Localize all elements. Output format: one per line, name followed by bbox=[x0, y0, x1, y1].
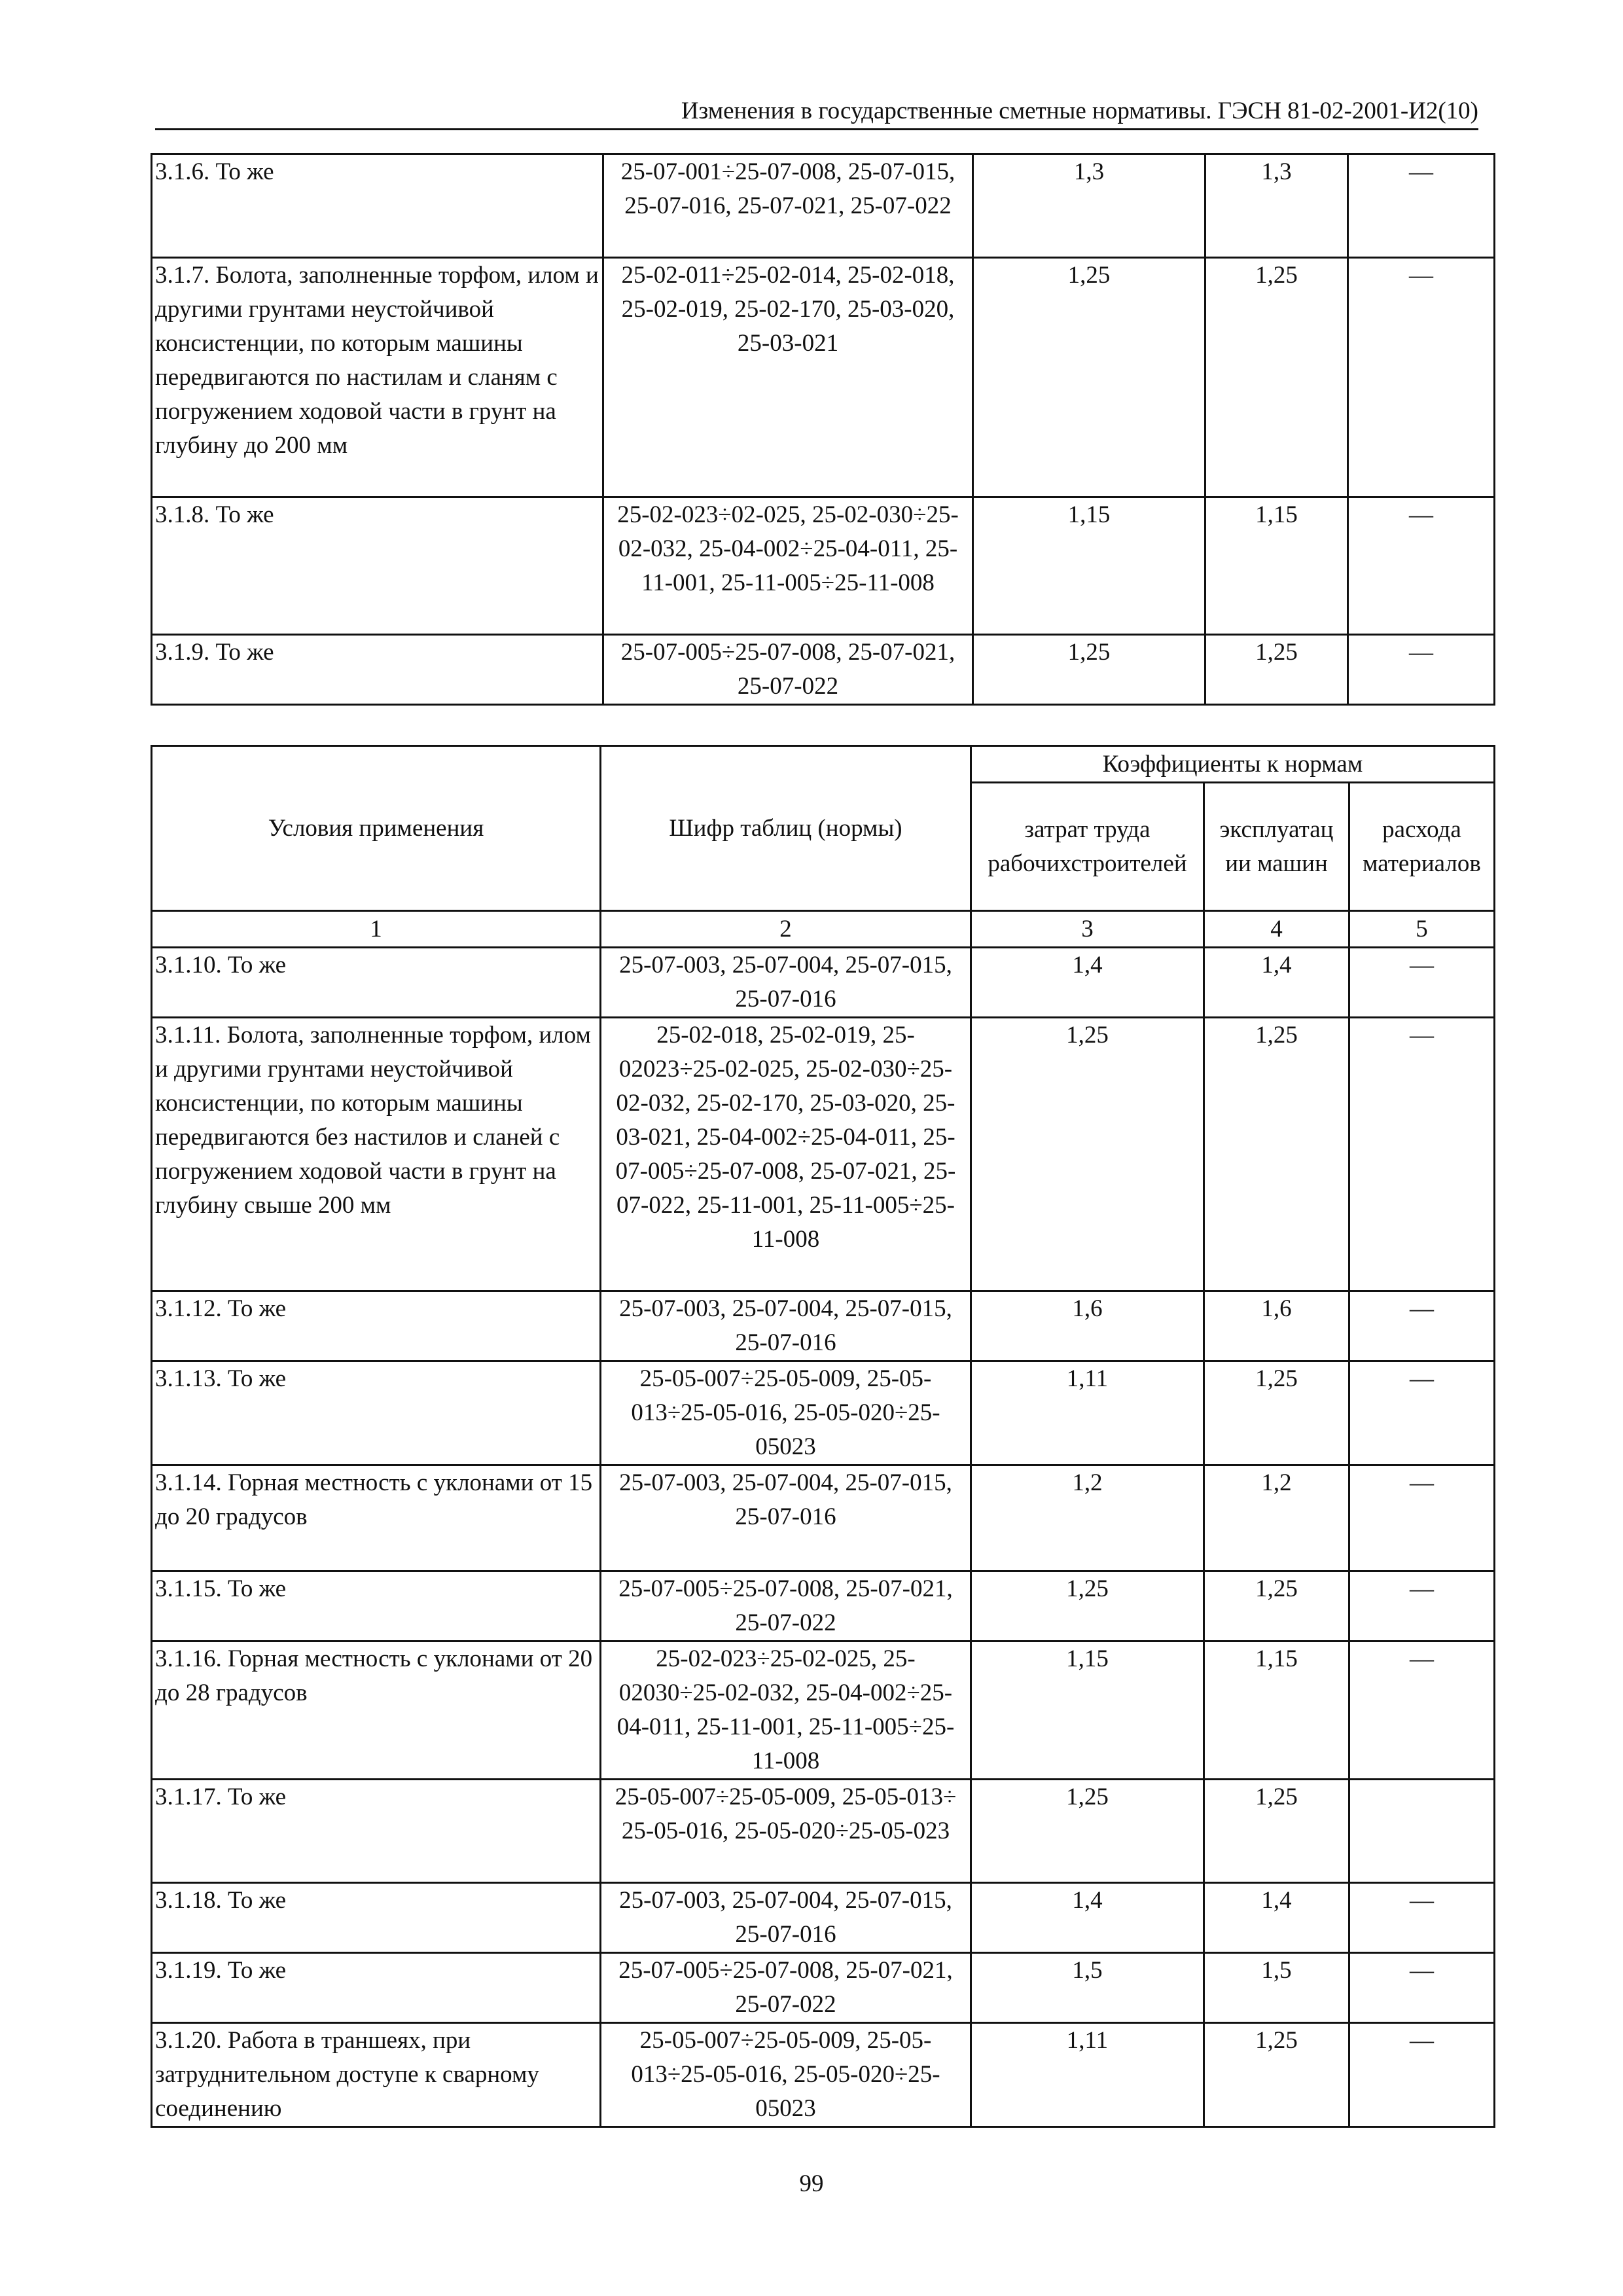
header-conditions: Условия применения bbox=[152, 746, 601, 911]
materials-coefficient-cell bbox=[1349, 1780, 1495, 1883]
header-labor: затрат труда рабочихстроителей bbox=[971, 783, 1204, 911]
machine-coefficient-cell: 1,25 bbox=[1204, 1780, 1349, 1883]
labor-coefficient-cell: 1,5 bbox=[971, 1953, 1204, 2023]
table-row bbox=[152, 1953, 1495, 2023]
materials-coefficient-cell: — bbox=[1349, 1571, 1495, 1641]
machine-coefficient-cell: 1,15 bbox=[1205, 497, 1348, 635]
machine-coefficient-cell: 1,6 bbox=[1204, 1291, 1349, 1361]
header-norm-codes: Шифр таблиц (нормы) bbox=[601, 746, 971, 911]
materials-coefficient-cell: — bbox=[1349, 1465, 1495, 1571]
condition-cell: 3.1.19. То же bbox=[152, 1953, 601, 2023]
column-number: 1 bbox=[152, 911, 601, 948]
table-row bbox=[152, 497, 1495, 635]
table-row bbox=[152, 2023, 1495, 2127]
condition-cell: 3.1.12. То же bbox=[152, 1291, 601, 1361]
materials-coefficient-cell: — bbox=[1349, 1953, 1495, 2023]
table-row bbox=[152, 948, 1495, 1018]
header-coefficients: Коэффициенты к нормам bbox=[971, 746, 1495, 783]
machine-coefficient-cell: 1,5 bbox=[1204, 1953, 1349, 2023]
machine-coefficient-cell: 1,4 bbox=[1204, 1883, 1349, 1953]
machine-coefficient-cell: 1,15 bbox=[1204, 1641, 1349, 1780]
materials-coefficient-cell: — bbox=[1349, 1361, 1495, 1465]
norm-code-cell: 25-07-005÷25-07-008, 25-07-021, 25-07-022 bbox=[601, 1571, 971, 1641]
machine-coefficient-cell: 1,4 bbox=[1204, 948, 1349, 1018]
labor-coefficient-cell: 1,15 bbox=[971, 1641, 1204, 1780]
condition-cell: 3.1.14. Горная местность с уклонами от 15 до 20 градусов bbox=[152, 1465, 601, 1571]
labor-coefficient-cell: 1,11 bbox=[971, 1361, 1204, 1465]
machine-coefficient-cell: 1,25 bbox=[1204, 2023, 1349, 2127]
machine-coefficient-cell: 1,3 bbox=[1205, 154, 1348, 258]
column-number: 2 bbox=[601, 911, 971, 948]
column-number: 5 bbox=[1349, 911, 1495, 948]
norm-code-cell: 25-02-011÷25-02-014, 25-02-018, 25-02-019, 25-02-170, 25-03-020, 25-03-021 bbox=[603, 258, 973, 497]
norm-code-cell: 25-05-007÷25-05-009, 25-05-013÷ 25-05-016, 25-05-020÷25-05-023 bbox=[601, 1780, 971, 1883]
condition-cell: 3.1.10. То же bbox=[152, 948, 601, 1018]
condition-cell: 3.1.17. То же bbox=[152, 1780, 601, 1883]
materials-coefficient-cell: — bbox=[1349, 1641, 1495, 1780]
condition-cell: 3.1.13. То же bbox=[152, 1361, 601, 1465]
materials-coefficient-cell: — bbox=[1349, 1291, 1495, 1361]
header-row bbox=[152, 746, 1495, 783]
table-row bbox=[152, 1465, 1495, 1571]
norm-code-cell: 25-02-023÷02-025, 25-02-030÷25-02-032, 25-04-002÷25-04-011, 25-11-001, 25-11-005÷25-11-008 bbox=[603, 497, 973, 635]
condition-cell: 3.1.15. То же bbox=[152, 1571, 601, 1641]
materials-coefficient-cell: — bbox=[1349, 1018, 1495, 1291]
column-number: 3 bbox=[971, 911, 1204, 948]
norm-code-cell: 25-07-003, 25-07-004, 25-07-015, 25-07-016 bbox=[601, 1291, 971, 1361]
norm-code-cell: 25-07-003, 25-07-004, 25-07-015, 25-07-016 bbox=[601, 1465, 971, 1571]
labor-coefficient-cell: 1,25 bbox=[973, 635, 1205, 705]
labor-coefficient-cell: 1,15 bbox=[973, 497, 1205, 635]
materials-coefficient-cell: — bbox=[1348, 497, 1495, 635]
header-materials: расхода материалов bbox=[1349, 783, 1495, 911]
table-row bbox=[152, 1641, 1495, 1780]
norm-code-cell: 25-02-023÷25-02-025, 25-02030÷25-02-032, 25-04-002÷25-04-011, 25-11-001, 25-11-005÷25-11-008 bbox=[601, 1641, 971, 1780]
table-row bbox=[152, 1361, 1495, 1465]
machine-coefficient-cell: 1,25 bbox=[1204, 1571, 1349, 1641]
norm-code-cell: 25-05-007÷25-05-009, 25-05-013÷25-05-016, 25-05-020÷25-05023 bbox=[601, 1361, 971, 1465]
materials-coefficient-cell: — bbox=[1348, 154, 1495, 258]
norm-code-cell: 25-05-007÷25-05-009, 25-05-013÷25-05-016, 25-05-020÷25-05023 bbox=[601, 2023, 971, 2127]
machine-coefficient-cell: 1,2 bbox=[1204, 1465, 1349, 1571]
condition-cell: 3.1.20. Работа в траншеях, при затруднительном доступе к сварному соединению bbox=[152, 2023, 601, 2127]
condition-cell: 3.1.16. Горная местность с уклонами от 20 до 28 градусов bbox=[152, 1641, 601, 1780]
labor-coefficient-cell: 1,25 bbox=[971, 1571, 1204, 1641]
labor-coefficient-cell: 1,25 bbox=[971, 1018, 1204, 1291]
labor-coefficient-cell: 1,4 bbox=[971, 1883, 1204, 1953]
condition-cell: 3.1.7. Болота, заполненные торфом, илом и другими грунтами неустойчивой консистенции, по которым машины передвигаются по настилам и сланям с погружением ходовой части в грунт на глубину до 200 мм bbox=[152, 258, 603, 497]
labor-coefficient-cell: 1,3 bbox=[973, 154, 1205, 258]
coefficients-table-continued bbox=[151, 153, 1495, 706]
machine-coefficient-cell: 1,25 bbox=[1205, 635, 1348, 705]
condition-cell: 3.1.18. То же bbox=[152, 1883, 601, 1953]
labor-coefficient-cell: 1,25 bbox=[973, 258, 1205, 497]
machine-coefficient-cell: 1,25 bbox=[1204, 1361, 1349, 1465]
materials-coefficient-cell: — bbox=[1349, 1883, 1495, 1953]
labor-coefficient-cell: 1,2 bbox=[971, 1465, 1204, 1571]
condition-cell: 3.1.11. Болота, заполненные торфом, илом и другими грунтами неустойчивой консистенции, по которым машины передвигаются без настилов и сланей с погружением ходовой части в грунт на глубину свыше 200 мм bbox=[152, 1018, 601, 1291]
labor-coefficient-cell: 1,25 bbox=[971, 1780, 1204, 1883]
table-row bbox=[152, 1291, 1495, 1361]
machine-coefficient-cell: 1,25 bbox=[1204, 1018, 1349, 1291]
materials-coefficient-cell: — bbox=[1349, 948, 1495, 1018]
table-row bbox=[152, 635, 1495, 705]
materials-coefficient-cell: — bbox=[1348, 258, 1495, 497]
table-row bbox=[152, 1883, 1495, 1953]
table-row bbox=[152, 1018, 1495, 1291]
materials-coefficient-cell: — bbox=[1349, 2023, 1495, 2127]
table-row bbox=[152, 154, 1495, 258]
norm-code-cell: 25-07-003, 25-07-004, 25-07-015, 25-07-016 bbox=[601, 948, 971, 1018]
condition-cell: 3.1.6. То же bbox=[152, 154, 603, 258]
table-row bbox=[152, 258, 1495, 497]
running-header: Изменения в государственные сметные нормативы. ГЭСН 81-02-2001-И2(10) bbox=[155, 96, 1478, 130]
materials-coefficient-cell: — bbox=[1348, 635, 1495, 705]
machine-coefficient-cell: 1,25 bbox=[1205, 258, 1348, 497]
condition-cell: 3.1.8. То же bbox=[152, 497, 603, 635]
coefficients-table bbox=[151, 745, 1495, 2128]
header-machines: эксплуатац ии машин bbox=[1204, 783, 1349, 911]
labor-coefficient-cell: 1,11 bbox=[971, 2023, 1204, 2127]
labor-coefficient-cell: 1,6 bbox=[971, 1291, 1204, 1361]
column-number: 4 bbox=[1204, 911, 1349, 948]
page-number: 99 bbox=[799, 2170, 824, 2197]
table-row bbox=[152, 1780, 1495, 1883]
labor-coefficient-cell: 1,4 bbox=[971, 948, 1204, 1018]
norm-code-cell: 25-02-018, 25-02-019, 25-02023÷25-02-025, 25-02-030÷25-02-032, 25-02-170, 25-03-020, 25-03-021, 25-04-002÷25-04-011, 25-07-005÷25-07-008, 25-07-021, 25-07-022, 25-11-001, 25-11-005÷25-11-008 bbox=[601, 1018, 971, 1291]
norm-code-cell: 25-07-005÷25-07-008, 25-07-021, 25-07-022 bbox=[601, 1953, 971, 2023]
norm-code-cell: 25-07-003, 25-07-004, 25-07-015, 25-07-016 bbox=[601, 1883, 971, 1953]
column-number-row bbox=[152, 911, 1495, 948]
norm-code-cell: 25-07-001÷25-07-008, 25-07-015, 25-07-016, 25-07-021, 25-07-022 bbox=[603, 154, 973, 258]
condition-cell: 3.1.9. То же bbox=[152, 635, 603, 705]
table-row bbox=[152, 1571, 1495, 1641]
norm-code-cell: 25-07-005÷25-07-008, 25-07-021, 25-07-022 bbox=[603, 635, 973, 705]
